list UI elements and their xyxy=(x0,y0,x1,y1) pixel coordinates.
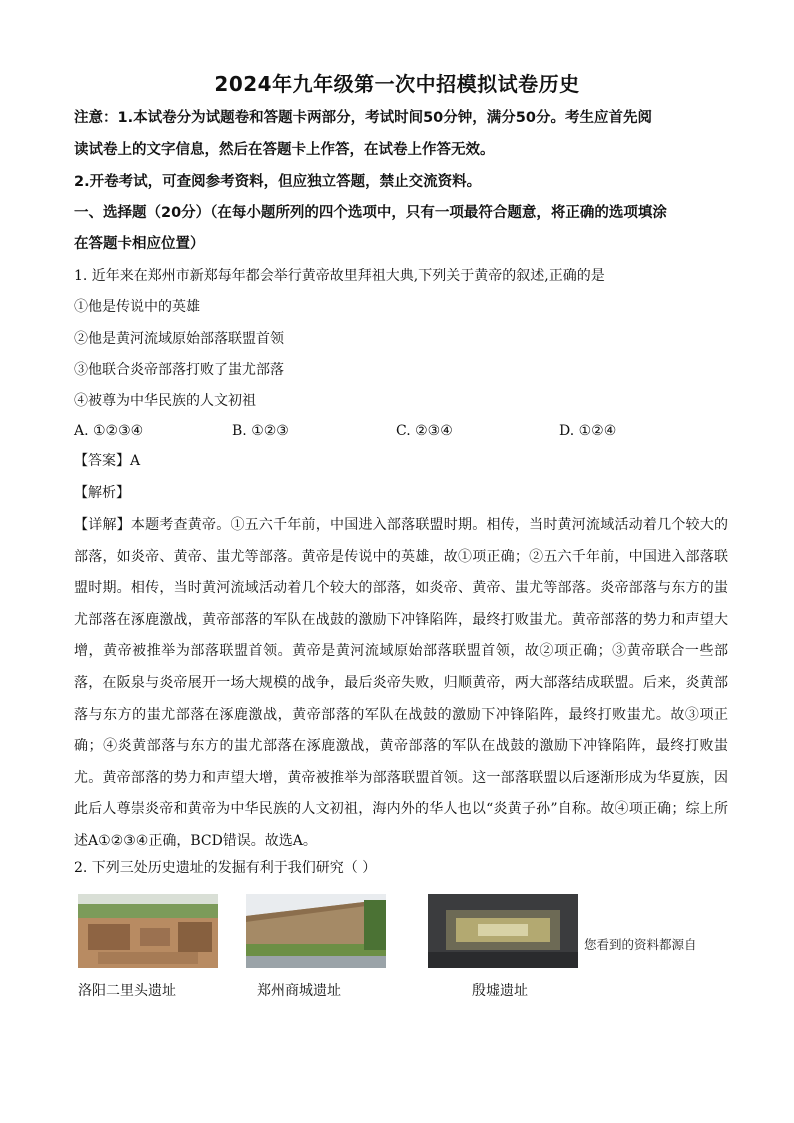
zhengzhou-site-photo xyxy=(246,894,386,968)
caption-erlitou: 洛阳二里头遗址 xyxy=(78,983,176,999)
notice-line-2: 读试卷上的文字信息，然后在答题卡上作答，在试卷上作答无效。 xyxy=(74,142,495,158)
choice-d: D. ①②④ xyxy=(559,423,617,439)
section-heading: 一、选择题（20分）（在每小题所列的四个选项中，只有一项最符合题意，将正确的选项填涂 xyxy=(74,205,667,221)
page-title: 2024年九年级第一次中招模拟试卷历史 xyxy=(214,72,580,96)
erlitou-site-photo xyxy=(78,894,218,968)
caption-zhengzhou: 郑州商城遗址 xyxy=(257,983,341,999)
question-1-item: ③他联合炎帝部落打败了蚩尤部落 xyxy=(74,362,284,378)
question-1-item: ①他是传说中的英雄 xyxy=(74,299,200,315)
question-1-item: ②他是黄河流域原始部落联盟首领 xyxy=(74,331,284,347)
section-heading-cont: 在答题卡相应位置） xyxy=(74,236,205,252)
detail-explanation: 【详解】本题考查黄帝。①五六千年前，中国进入部落联盟时期。相传，当时黄河流域活动着几个较大的部落，如炎帝、黄帝、蚩尤等部落。黄帝是传说中的英雄，故①项正确；②五六千年前，中国进入部落联盟时期。相传，当时黄河流域活动着几个较大的部落，如炎帝、黄帝、蚩尤等部落。炎帝部落与东方的蚩尤部落在涿鹿激战，黄帝部落的军队在战鼓的激励下冲锋陷阵，最终打败蚩尤。黄帝部落的势力和声望大增，黄帝被推举为部落联盟首领。黄帝是黄河流域原始部落联盟首领，故②项正确；③黄帝联合一些部落，在阪泉与炎帝展开一场大规模的战争，最后炎帝失败，归顺黄帝，两大部落结成联盟。后来，炎黄部落与东方的蚩尤部落在涿鹿激战，黄帝部落的军队在战鼓的激励下冲锋陷阵，最终打败蚩尤。故③项正确；④炎黄部落与东方的蚩尤部落在涿鹿激战，黄帝部落的军队在战鼓的激励下冲锋陷阵，最终打败蚩尤。黄帝部落的势力和声望大增，黄帝被推举为部落联盟首领。这一部落联盟以后逐渐形成为华夏族，因此后人尊崇炎帝和黄帝为中华民族的人文初祖，海内外的华人也以“炎黄子孙”自称。故④项正确；综上所述A①②③④正确，BCD错误。故选A。 xyxy=(74,517,728,849)
caption-yinxu: 殷墟遗址 xyxy=(472,983,528,999)
watermark-text: 您看到的资料都源自 xyxy=(584,937,697,952)
choice-b: B. ①②③ xyxy=(232,423,289,439)
question-1-stem: 1. 近年来在郑州市新郑每年都会举行黄帝故里拜祖大典,下列关于黄帝的叙述,正确的是 xyxy=(74,268,605,284)
question-1-item: ④被尊为中华民族的人文初祖 xyxy=(74,393,256,409)
choice-c: C. ②③④ xyxy=(396,423,453,439)
analysis-label: 【解析】 xyxy=(74,485,130,501)
question-2-stem: 2. 下列三处历史遗址的发掘有利于我们研究（ ） xyxy=(74,860,377,876)
answer-label: 【答案】A xyxy=(74,453,141,469)
yinxu-site-photo xyxy=(428,894,578,968)
notice-line-3: 2.开卷考试，可查阅参考资料，但应独立答题，禁止交流资料。 xyxy=(74,174,482,190)
notice-line-1: 注意：1.本试卷分为试题卷和答题卡两部分，考试时间50分钟，满分50分。考生应首先阅 xyxy=(74,110,652,126)
choice-a: A. ①②③④ xyxy=(74,423,144,439)
